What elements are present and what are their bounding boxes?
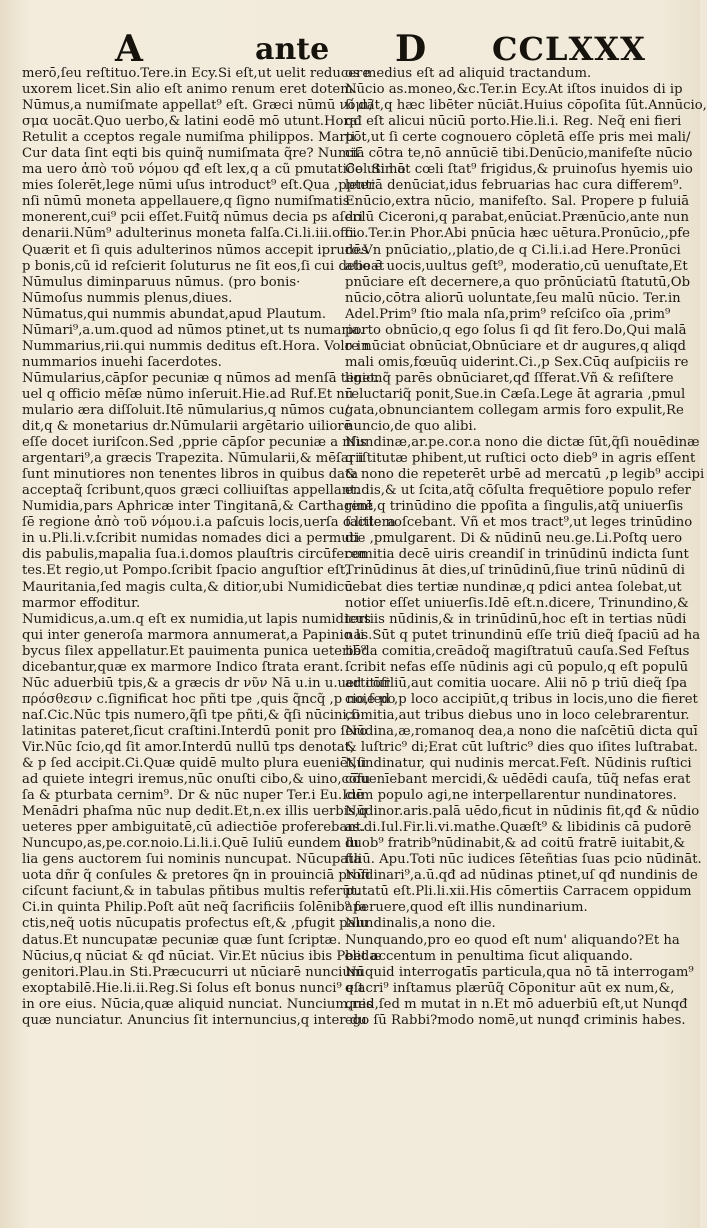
text-line: uel q officio mēſæ nūmo inſeruit.Hie.ad Ruf.Et nū [22,386,354,402]
text-line: marmor effoditur. [22,595,141,611]
text-line: mulario æra diſſoluit.Itē nūmularius,q nūmos cu/ [22,402,350,418]
text-line: quæ nunciatur. Anuncius ſit internuncius,q inter du [22,1012,367,1028]
text-line: Nūdina,æ,romanoq dea,a nono die naſcētiū dicta quī [345,723,698,739]
text-line: argentari⁹,a græcis Trapezita. Nūmularii,& mēſarii [22,451,364,467]
text-line: Ci.in quinta Philip.Poſt aūt neq̃ ſacrificiis ſolēnib⁹ fa [22,900,367,916]
text-line: Nūdinor.aris.palā uēdo,ficut in nūdinis fit,qđ & nūdio [345,804,700,820]
text-line: & luſtric⁹ di;Erat cūt luſtric⁹ dies quo iſites luſtrabat. [345,739,698,755]
text-line: tertiis nūdinis,& in trinūdinū,hoc eſt in tertias nūdi [345,611,687,627]
header-catchword: ante [255,32,330,67]
text-line: ſa & pturbata cernim⁹. Dr & nūc nuper Ter.i Eu.Idē [22,788,364,804]
text-line: ro.Vn pnūciatio,,platio,de q Ci.li.i.ad Here.Pronūci [345,242,681,258]
text-line: acceptaq̃ ſcribunt,quos græci colliuiſtas appellant. [22,483,360,499]
text-line: bycus ſilex appellatur.Et pauimenta punica ueterib⁹ [22,643,367,659]
text-line: comitia decē uiris creandiſ in trinūdinū indicta ſunt [345,547,689,563]
text-line: Nūcio as.moneo,&c.Ter.in Ecy.At iſtos inuidos di ip [345,82,683,98]
header-letter: A [115,28,143,70]
text-line: dicebantur,quæ ex marmore Indico ſtrata erant. [22,659,344,675]
text-line: q iſtitutæ phibent,ut ruſtici octo dieb⁹ in agris eſſent [345,451,696,467]
text-line: q acri⁹ inſtamus plærūq̃ Cōponitur aūt ex num,&, [345,980,675,996]
text-line: bēda comitia,creādoq̃ magiſtratuū cauſa.Sed Feſtus [345,643,690,659]
text-line: ſē regione ἀπὸ τοῦ νόμου.i.a paſcuis locis,uerſa o.littera [22,515,396,531]
text-line: Trinūdinus āt dies,uſ trinūdinū,ſiue trinū nūdinū di [345,563,685,579]
text-line: atio ē uocis,uultus geſt⁹, moderatio,cū uenuſtate,Et [345,258,688,274]
text-line: dis pabulis,mapalia ſua.i.domos plauſtris circūferen [22,547,367,563]
text-line: Nūcius,q nūciat & qđ nūciat. Vir.Et nūcius ibis Pelidæ [22,948,382,964]
text-line: Nūmatus,qui nummis abundat,apud Plautum. [22,306,327,322]
text-line: as.di.Iul.Fir.li.vi.mathe.Quæſt⁹ & libidinis cā pudorē [345,820,692,836]
text-line: ſunt minutiores non tenentes libros in quibus data [22,467,359,483]
text-line: mali omis,fœuūq uiderint.Ci.,p Sex.Cūq auſpiciis re [345,354,689,370]
text-line: nſi nūmū moneta appellauere,q ſigno numiſmatis [22,194,350,210]
text-line: facile noſcebant. Vñ et mos tract⁹,ut leges trinūdino [345,515,693,531]
text-line: Nūc aduerbiū tpis,& a græcis dr νῦν Nā u.in u.uertitur [22,675,390,691]
text-line: Nūmularius,cāpſor pecuniæ q nūmos ad menſā tenet. [22,370,380,386]
text-line: Numidicus,a.um.q eſt ex numidia,ut lapis numidicus [22,611,371,627]
text-line: aperuere,quod eſt illis nundinarium. [345,900,588,916]
text-line: gata,obnunciantem collegam armis foro expulit,Re [345,402,684,418]
text-line: os medius eſt ad aliquid tractandum. [345,66,592,81]
text-line: Menādri phaſma nūc nup dedit.Et,n.ex illis uerbis,q [22,804,368,820]
text-line: cōuenīebant mercidi,& uēdēdi cauſa, tūq̃ nefas erat [345,772,691,788]
text-line: genitori.Plau.in Sti.Præcucurri ut nūciarē nuncium [22,964,364,980]
text-line: lia gens auctorem ſui nominis nuncupat. Nūcupata [22,852,362,868]
text-line: πρόσθεσιν c.ſignificat hoc pñti tpe ,quis q̃ncq̃ ,p noie po [22,691,396,707]
text-line: ego ſū Rabbi?modo nomē,ut nunqđ criminis habes. [345,1012,686,1028]
text-line: Nūmus,a numiſmate appellat⁹ eſt. Græci nūmū νόμι/ [22,98,374,114]
text-line: Nuncupo,as,pe.cor.noio.Li.li.i.Quē Iuliū eundem Iu [22,836,359,852]
text-line: quid,ſed m mutat in n.Et mō aduerbiū eſt,ut Nunqđ [345,996,688,1012]
text-line: ueteres pper ambiguitatē,cū adiectiōe proferebant. [22,820,366,836]
text-line: ciā cōtra te,nō annūciē tibi.Denūcio,manifeſte nūcio [345,146,693,162]
text-line: Cur data ſint eqti bis quinq̃ numiſmata q̃re? Numiſ [22,146,360,162]
text-line: Nunquando,pro eo quod eſt num' aliquando?Et ha [345,932,680,948]
text-line: ad cōſiliū,aut comitia uocare. Alii nō p triū dieq̃ ſpa [345,675,688,691]
right-column [345,66,707,1029]
text-line: Numidia,pars Aphricæ inter Tingitanā,& Carthaginē [22,499,373,515]
text-line: datus.Et nuncupatæ pecuniæ quæ ſunt ſcriptæ. [22,932,342,948]
text-line: merō,ſeu reſtituo.Tere.in Ecy.Si eſt,ut uelit reducere [22,66,371,81]
text-line: ad quiete integri iremus,nūc onuſti cibo,& uino,cōfu [22,772,371,788]
text-line: in ore eius. Nūcia,quæ aliquid nunciat. Nuncium,res [22,996,373,1012]
text-line: Nūmoſus nummis plenus,diues. [22,290,233,306]
text-line: filiū. Apu.Toti nūc iudices ſēteñtias ſuas pcio nūdināt. [345,852,702,868]
folio-number: CCLXXX [492,30,646,68]
text-line: putatū eſt.Pli.li.xii.His cōmertiis Carracem oppidum [345,884,692,900]
text-line: qđ eſt alicui nūciū porto.Hie.li.i. Reg. Neq̃ eni fieri [345,114,682,130]
text-line: ctis,neq̃ uotis nūcupatis profectus eſt,& ,pfugit palu [22,916,369,932]
text-line: dolū Ciceroni,q parabat,enūciat.Prænūcio,ante nun [345,210,690,226]
text-line: Quærit et ſi quis adulterinos nūmos accepit iprudēs [22,242,368,258]
text-line: endis,& ut ſcita,atq̃ cōſulta frequētiore populo refer [345,483,691,499]
text-line: in u.Pli.li.v.ſcribit numidas nomades dici a permuti [22,531,360,547]
text-line: cio,ſed ,p loco accipiūt,q tribus in locis,uno die fieret [345,691,698,707]
text-line: uxorem licet.Sin alio eſt animo renum eret dotem. [22,82,357,98]
text-line: duob⁹ fratrib⁹nūdinabit,& ad coitū fratrē iuitabit,& [345,836,686,852]
text-line: Enūcio,extra nūcio, manifeſto. Sal. Propere p fuluiā [345,194,690,210]
text-line: ſi dāt,q hæc libēter nūciāt.Huius cōpoſita ſūt.Annūcio, [345,98,707,114]
text-line: Retulit a cceptos regale numiſma philippos. Marti. [22,130,360,146]
text-line: notior eſſet uniuerſis.Idē eſt.n.dicere, Trinundino,& [345,595,689,611]
text-line: pōt,ut ſi certe cognouero cōpletā eſſe pris mei mali/ [345,130,691,146]
text-line: comitia,aut tribus diebus uno in loco celebrarentur. [345,707,690,723]
text-line: ſcribit nefas eſſe nūdinis agi cū populo,q eſt populū [345,659,689,675]
text-line: Nūquid interrogatīs particula,qua nō tā interrogam⁹ [345,964,694,980]
text-line: pnūciare eſt decernere,a quo prōnūciatū ſtatutū,Ob [345,274,691,290]
text-line: cebat dies tertiæ nundinæ,q pdici antea ſolebat,ut [345,579,682,595]
text-line: re nūciat obnūciat,Obnūciare et dr augures,q aliqd [345,338,686,354]
text-line: Nummarius,rii.qui nummis deditus eſt.Hora. Volo in [22,338,370,354]
text-line: lentiā denūciat,idus februarias hac cura differem⁹. [345,178,683,194]
text-line: nūcio,cōtra aliorū uoluntate,ſeu malū nūcio. Ter.in [345,290,681,306]
text-line: naſ.Cic.Nūc tpis numero,q̃ſi tpe pñti,& q̃ſi nūcini,ſi [22,707,360,723]
text-line: Nūmari⁹,a.um.quod ad nūmos ptinet,ut ts numaria. [22,322,364,338]
text-line: & p ſed accipit.Ci.Quæ quidē multo plura eueniēt,ſi [22,756,367,772]
text-line: eſſe docet iuriſcon.Sed ,pprie cāpſor pecuniæ a nſis [22,435,367,451]
text-line: die ,pmulgarent. Di & nūdinū neu.ge.Li.Poſtq uero [345,531,683,547]
header-mark: D [395,28,427,70]
text-line: Nundinæ,ar.pe.cor.a nono die dictæ ſūt,q̃ſi nouēdinæ [345,435,700,451]
text-line: Nundinalis,a nono die. [345,916,496,932]
text-line: σμα uocāt.Quo uerbo,& latini eodē mō utunt.Hora. [22,114,362,130]
text-line: & nono die repeterēt urbē ad mercatū ,p legib⁹ accipi [345,467,705,483]
text-line: monerent,cui⁹ pcii eſſet.Fuitq̃ nūmus decia ps aſeri [22,210,363,226]
text-line: exoptabilē.Hie.li.ii.Reg.Si ſolus eſt bonus nunci⁹ eſt [22,980,364,996]
text-line: mies ſolerēt,lege nūmi uſus introduct⁹ eſt.Qua ,ppter [22,178,375,194]
text-line: reluctariq̃ ponit,Sue.in Cæſa.Lege āt agraria ,pmul [345,386,686,402]
text-line: ciſcunt faciunt,& in tabulas pñtibus multis referūt. [22,884,361,900]
text-line: uota dñr q̃ conſules & pretores q̃n in prouinciā profi [22,868,370,884]
text-line: p bonis,cũ id reſcierit ſoluturus ne ſit eos,ſi cui debeat [22,258,385,274]
text-line: Nūmulus diminparuus nūmus. (pro bonis· [22,274,301,290]
text-line: latinitas pateret,ſicut craſtini.Interdū ponit pro ſero [22,723,368,739]
text-line: bet accentum in penultima ſicut aliquando. [345,948,633,964]
text-line: Col.Sin āt cœli ſtat⁹ frigidus,& pruinoſus hyemis uio [345,162,693,178]
text-line: Vir.Nūc ſcio,qd ſit amor.Interdū nullū tps denotat, [22,739,355,755]
text-line: qui inter generoſa marmora annumerat,a Papinio li [22,627,365,643]
text-line: ligionq̃ parēs obnūciaret,qđ ſſferat.Vñ & reſiſtere [345,370,674,386]
text-line: tes.Et regio,ut Pompo.ſcribit ſpacio anguſtior eſt, [22,563,350,579]
text-line: porto obnūcio,q ego ſolus ſi qd ſit fero.Do,Qui malā [345,322,687,338]
text-line: dit,q & monetarius dr.Nūmularii argētario uiliorē [22,419,352,435]
text-line: nuncio,de quo alibi. [345,419,477,435]
text-line: denarii.Nūm⁹ adulterinus moneta falſa.Ci.li.iii.offi. [22,226,358,242]
text-line: rent,q trinūdino die ppoſita a ſingulis,atq̃ uniuerſis [345,499,684,515]
text-line: cio.Ter.in Phor.Abi pnūcia hæc uētura.Pronūcio,,pfe [345,226,690,242]
text-line: Nūdinari⁹,a.ū.qđ ad nūdinas ptinet,uſ qđ nundinis de [345,868,698,884]
text-line: Adel.Prim⁹ ſtio mala nſa,prim⁹ reſciſco oīa ,prim⁹ [345,306,671,322]
text-line: nummarios inuehi ſacerdotes. [22,354,222,370]
text-line: ma uero ἀπὸ τοῦ νόμου qđ eſt lex,q a cũ pmutatiōe uti ho [22,162,406,178]
left-column [22,66,406,1029]
text-line: cum populo agi,ne interpellarentur nundinatores. [345,788,677,804]
text-line: Mauritania,ſed magis culta,& ditior,ubi Numidicū [22,579,353,595]
text-line: nas.Sūt q putet trinundinū eſſe triū dieq̃ ſpaciū ad ha [345,627,701,643]
text-line: Nundinatur, qui nudinis mercat.Feſt. Nūdinis ruſtici [345,756,692,772]
